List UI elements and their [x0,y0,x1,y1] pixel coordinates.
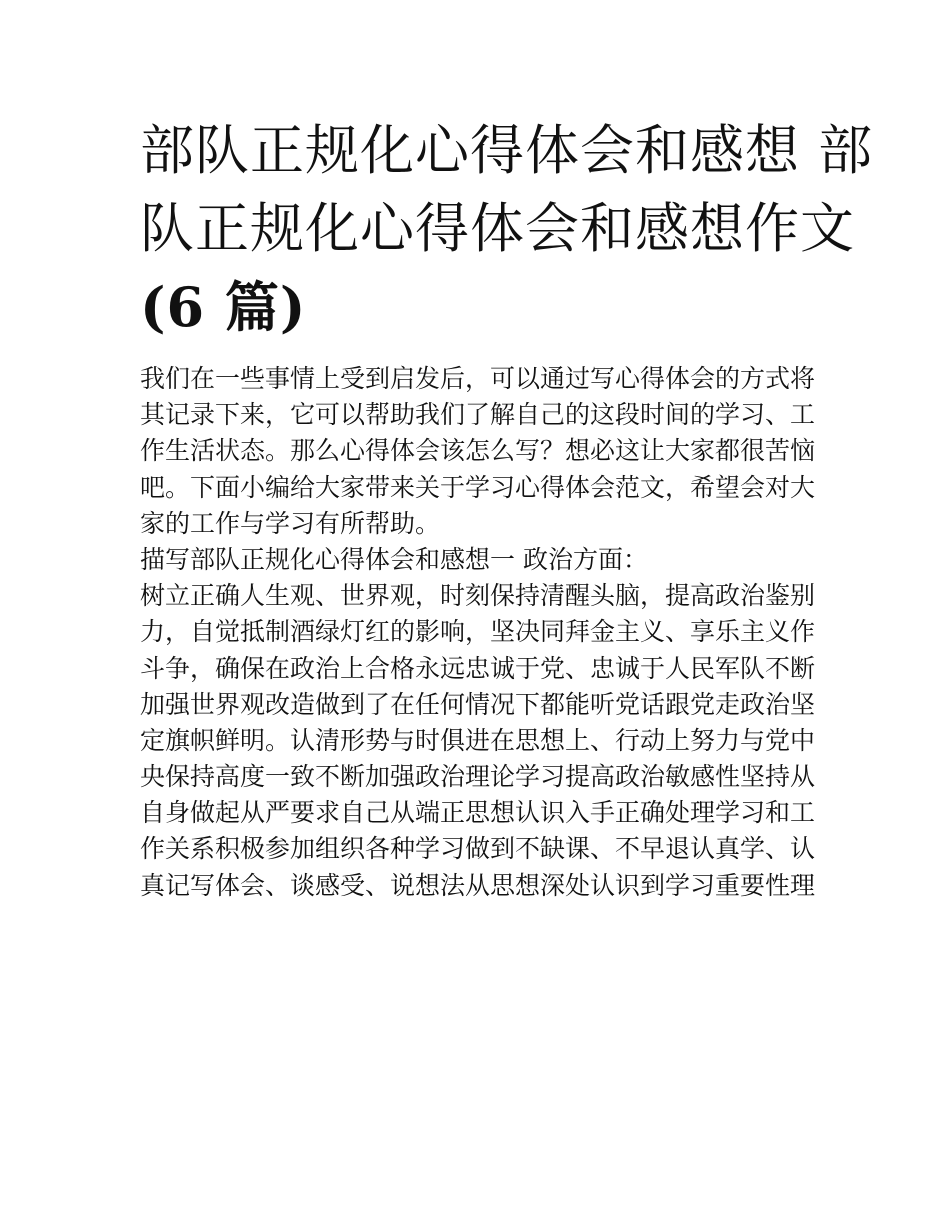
title-line: 部队正规化心得体会和感想 部 [140,119,874,182]
body-line: 力，自觉抵制酒绿灯红的影响，坚决同拜金主义、享乐主义作 [140,617,816,647]
body-line: 加强世界观改造做到了在任何情况下都能听党话跟党走政治坚 [140,689,816,719]
body-line: 其记录下来，它可以帮助我们了解自己的这段时间的学习、工 [140,400,816,430]
body-line: 自身做起从严要求自己从端正思想认识入手正确处理学习和工 [140,798,816,828]
section-heading-line: 描写部队正规化心得体会和感想一 政治方面： [140,544,648,574]
title-line: 队正规化心得体会和感想作文 [140,197,855,260]
body-line: 真记写体会、谈感受、说想法从思想深处认识到学习重要性理 [140,870,816,900]
body-line: 定旗帜鲜明。认清形势与时俱进在思想上、行动上努力与党中 [140,725,816,755]
body-line: 斗争，确保在政治上合格永远忠诚于党、忠诚于人民军队不断 [140,653,816,683]
body-line: 我们在一些事情上受到启发后，可以通过写心得体会的方式将 [140,364,816,393]
body-line: 树立正确人生观、世界观，时刻保持清醒头脑，提高政治鉴别 [140,581,816,611]
body-line: 作生活状态。那么心得体会该怎么写？想必这让大家都很苦恼 [140,436,816,466]
body-line: 央保持高度一致不断加强政治理论学习提高政治敏感性坚持从 [140,762,816,792]
title-line: (6 篇) [140,275,307,339]
document-body [140,361,820,904]
document-title [140,112,874,346]
body-line: 吧。下面小编给大家带来关于学习心得体会范文，希望会对大 [140,472,816,502]
body-line: 家的工作与学习有所帮助。 [140,508,441,538]
body-line: 作关系积极参加组织各种学习做到不缺课、不早退认真学、认 [140,834,816,864]
